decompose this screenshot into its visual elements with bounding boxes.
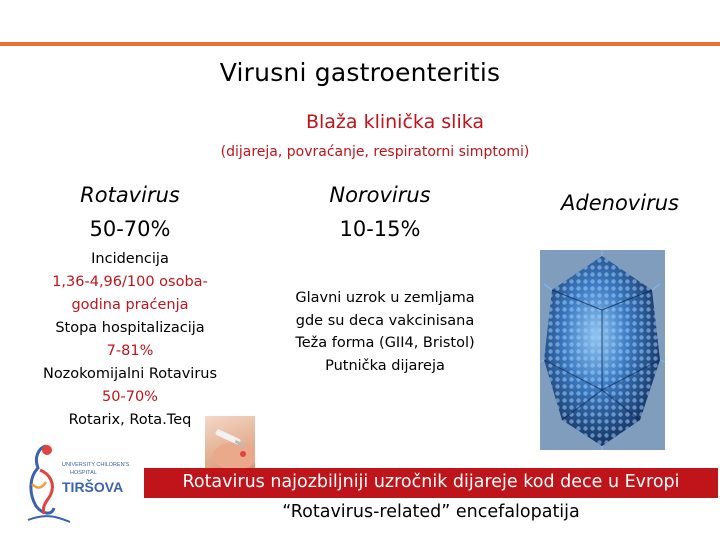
slide-subtitle: Blaža klinička slika: [305, 111, 485, 133]
adenovirus-image: [540, 250, 665, 450]
norovirus-details: [265, 287, 505, 377]
logo-line2: HOSPITAL: [70, 470, 97, 476]
rotavirus-detail-line: 7-81%: [106, 343, 154, 359]
norovirus-name: Norovirus: [329, 183, 431, 207]
symptoms-note: (dijareja, povraćanje, respiratorni simptomi): [220, 144, 530, 160]
rotavirus-heading: [40, 178, 220, 246]
adenovirus-name: Adenovirus: [561, 191, 679, 215]
adenovirus-heading: [530, 186, 710, 220]
rotavirus-detail-line: Incidencija: [91, 251, 169, 267]
norovirus-heading: [290, 178, 470, 246]
norovirus-detail-line: Teža forma (GII4, Bristol): [295, 335, 475, 351]
rotavirus-name: Rotavirus: [80, 183, 180, 207]
logo-name: TIRŠOVA: [62, 479, 124, 495]
logo-line1: UNIVERSITY CHILDREN'S: [62, 462, 130, 468]
vaccination-photo: [205, 416, 255, 474]
norovirus-detail-line: gde su deca vakcinisana: [295, 312, 475, 329]
highlight-text: Rotavirus najozbiljniji uzročnik dijareje kod dece u Evropi: [182, 472, 680, 492]
norovirus-percent: 10-15%: [339, 217, 421, 241]
rotavirus-detail-line: 1,36-4,96/100 osoba-: [52, 274, 208, 290]
rotavirus-percent: 50-70%: [89, 217, 171, 241]
footer-text: “Rotavirus-related” encefalopatija: [282, 502, 580, 522]
slide-title: Virusni gastroenteritis: [219, 58, 501, 87]
rotavirus-detail-line: godina praćenja: [71, 297, 189, 313]
top-accent-rule: [0, 42, 720, 46]
rotavirus-details: [10, 248, 250, 432]
norovirus-detail-line: Glavni uzrok u zemljama: [295, 290, 475, 306]
rotavirus-detail-line: Stopa hospitalizacija: [55, 320, 205, 336]
rotavirus-detail-line: Nozokomijalni Rotavirus: [42, 366, 218, 382]
norovirus-detail-line: Putnička dijareja: [325, 357, 445, 374]
rotavirus-detail-line: 50-70%: [102, 389, 158, 405]
rotavirus-detail-line: Rotarix, Rota.Teq: [68, 412, 192, 428]
hospital-logo: [20, 440, 135, 525]
